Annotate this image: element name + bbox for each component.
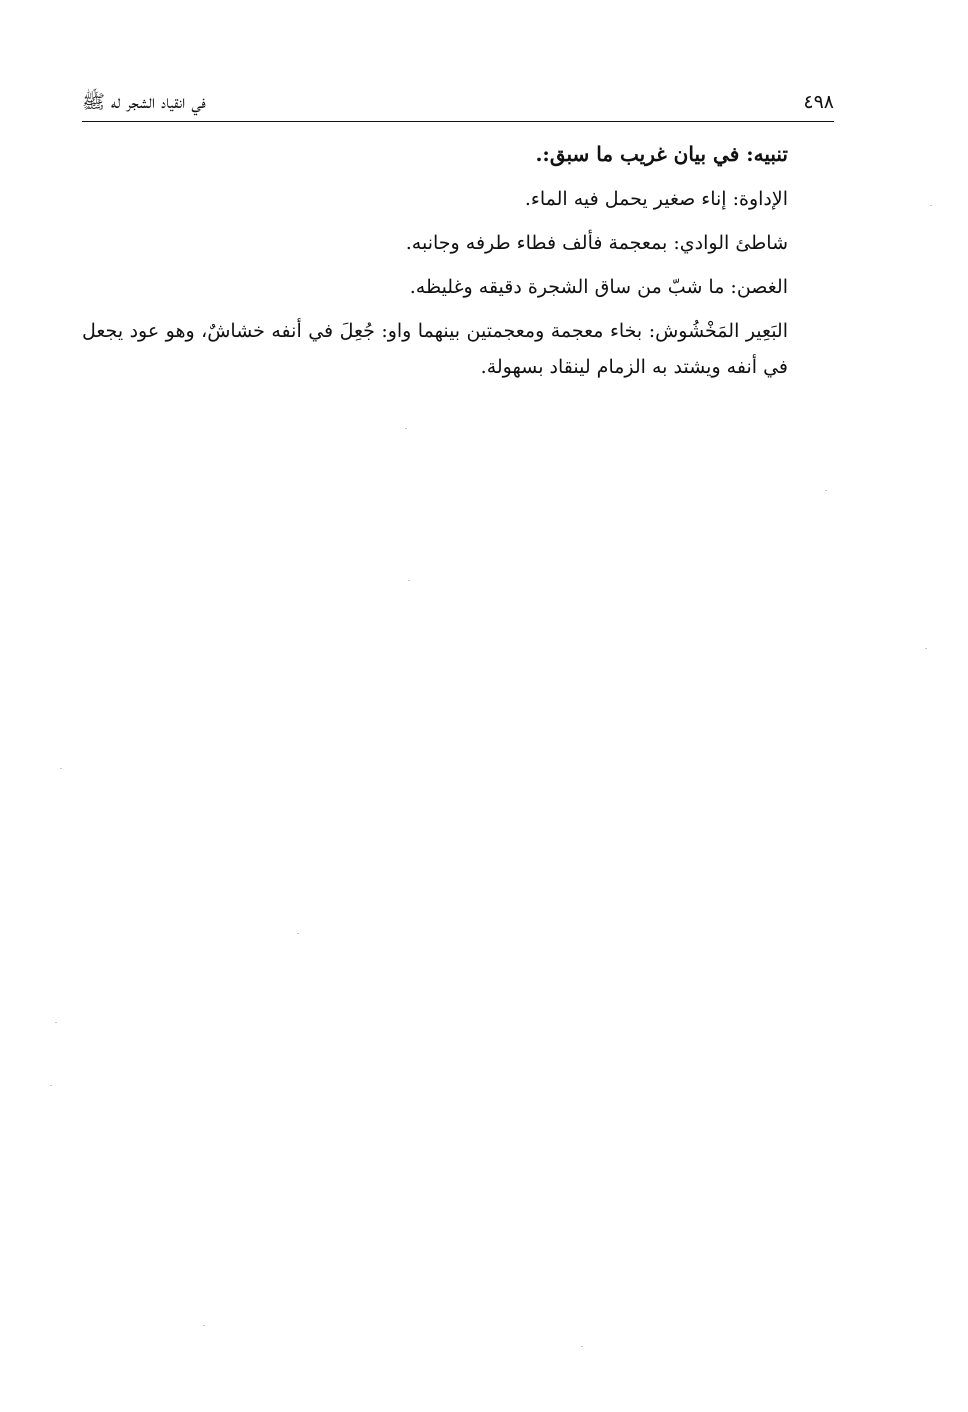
scan-speck xyxy=(60,768,62,769)
header-divider xyxy=(82,121,834,122)
glossary-term: شاطئ الوادي: xyxy=(673,232,788,254)
scan-speck xyxy=(297,933,299,934)
page-number: ٤٩٨ xyxy=(803,91,834,113)
glossary-definition: بمعجمة فألف فطاء طرفه وجانبه. xyxy=(405,232,674,254)
scan-speck xyxy=(405,428,407,429)
glossary-definition: بخاء معجمة ومعجمتين بينهما واو: جُعِلَ في أنفه خشاشٌ، وهو عود يجعل في أنفه ويشتد به الزمام لينقاد بسهولة. xyxy=(82,320,788,378)
glossary-definition: إناء صغير يحمل فيه الماء. xyxy=(524,188,733,210)
glossary-entry xyxy=(82,313,834,385)
scan-speck xyxy=(930,205,932,206)
main-content xyxy=(82,140,834,401)
scan-speck xyxy=(50,1085,52,1086)
scan-speck xyxy=(581,1346,583,1347)
glossary-entry xyxy=(82,229,834,257)
running-title: في انقياد الشجر له ﷺ xyxy=(82,91,206,113)
scan-speck xyxy=(825,490,827,491)
glossary-term: البَعِير المَخْشُوش: xyxy=(648,320,789,342)
scan-speck xyxy=(203,1325,205,1326)
glossary-entry xyxy=(82,185,834,213)
scan-speck xyxy=(925,648,927,649)
scan-speck xyxy=(55,1022,57,1023)
glossary-term: الإداوة: xyxy=(732,188,788,210)
glossary-term: الغصن: xyxy=(730,276,788,298)
glossary-entry xyxy=(82,273,834,301)
scan-speck xyxy=(408,580,410,581)
glossary-definition: ما شبّ من ساق الشجرة دقيقه وغليظه. xyxy=(409,276,731,298)
section-heading: تنبيه: في بيان غريب ما سبق:. xyxy=(535,142,788,166)
page-header xyxy=(82,88,834,118)
